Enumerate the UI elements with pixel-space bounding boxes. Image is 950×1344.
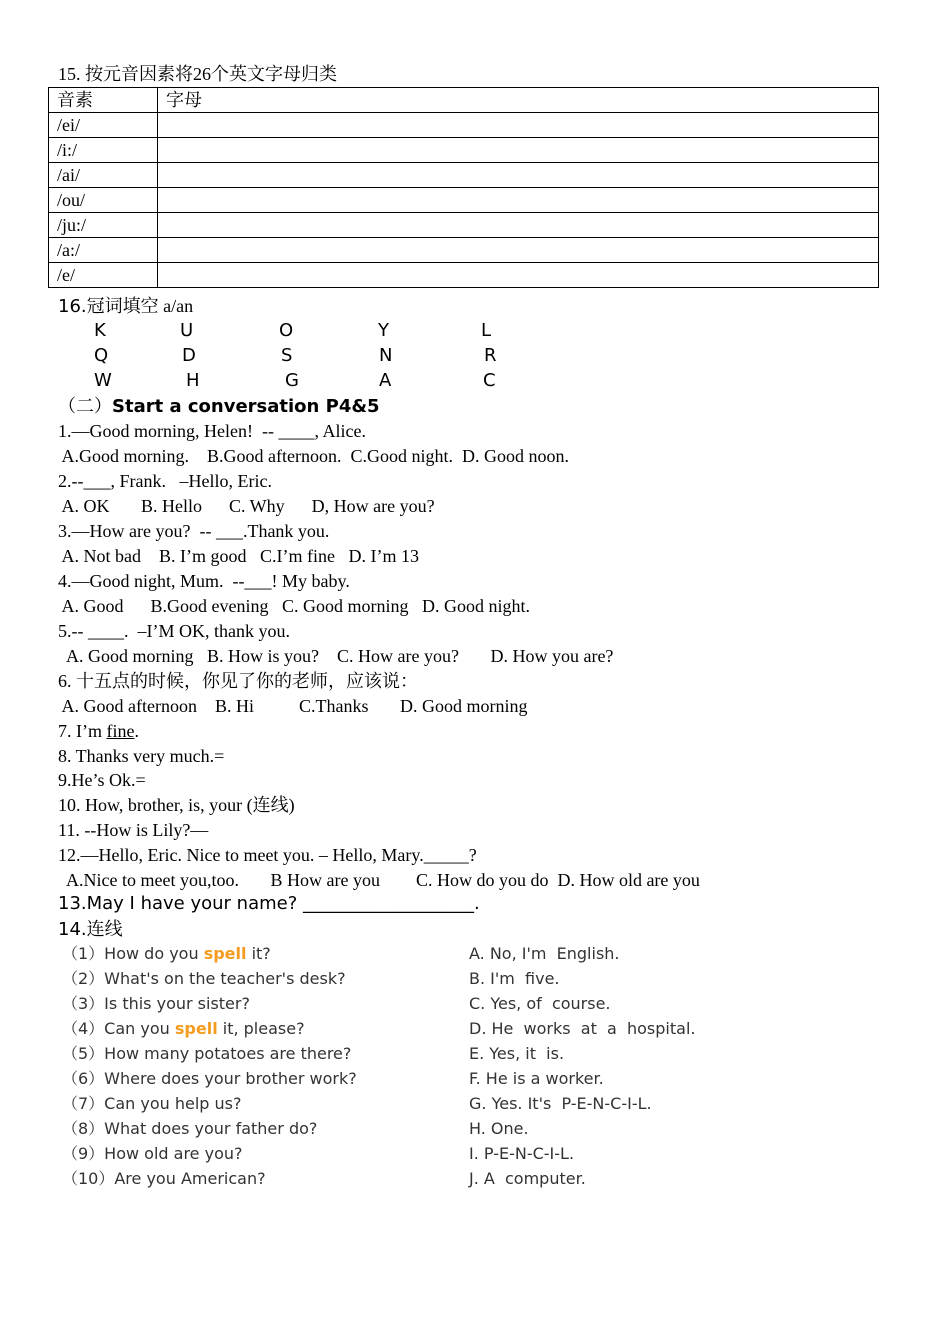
match-left-item: （10）Are you American? [62, 1169, 266, 1188]
match-left-item [62, 944, 271, 964]
answer-cell[interactable] [158, 238, 879, 263]
letter: C [483, 370, 496, 391]
table-cell: /ei/ [49, 113, 158, 138]
table-cell: /i:/ [49, 138, 158, 163]
table-cell: /ou/ [49, 188, 158, 213]
table-header-cell: 字母 [158, 88, 879, 113]
question-10: 10. How, brother, is, your (连线) [58, 795, 295, 815]
question-5-options: A. Good morning B. How is you? C. How are you? D. How you are? [58, 646, 614, 666]
match-left-item: （9）How old are you? [62, 1144, 243, 1163]
match-left-item: （3）Is this your sister? [62, 994, 250, 1013]
match-left-item: （2）What's on the teacher's desk? [62, 969, 346, 988]
question-3: 3.—How are you? -- ___.Thank you. [58, 521, 330, 541]
table-row [49, 238, 879, 263]
highlighted-word: spell [174, 1019, 218, 1038]
table-row [49, 213, 879, 238]
table-header-cell: 音素 [49, 88, 158, 113]
q7-underlined-word: fine [106, 721, 135, 741]
table-row [49, 188, 879, 213]
letter: O [279, 320, 294, 341]
match-text: it? [246, 944, 271, 963]
question-12-options: A.Nice to meet you,too. B How are you C. How do you do D. How old are you [58, 870, 700, 890]
letter: G [285, 370, 299, 391]
q7-suffix: . [134, 721, 139, 741]
table-row [49, 113, 879, 138]
answer-cell[interactable] [158, 188, 879, 213]
match-right-item: B. I'm five. [469, 969, 560, 988]
q7-prefix: 7. I’m [58, 721, 107, 741]
q14-label: 连线 [86, 919, 123, 939]
match-right-item: J. A computer. [469, 1169, 586, 1188]
vowel-table [48, 87, 879, 288]
table-header-row [49, 88, 879, 113]
match-text: （4）Can you [62, 1019, 175, 1038]
match-right-item: C. Yes, of course. [469, 994, 611, 1013]
match-right-item: D. He works at a hospital. [469, 1019, 696, 1038]
question-13: 13.May I have your name? ___________________. [58, 893, 480, 914]
letter: L [481, 320, 492, 341]
table-cell: /e/ [49, 263, 158, 288]
letter: R [484, 345, 497, 366]
question-9: 9.He’s Ok.= [58, 770, 146, 790]
question-12: 12.—Hello, Eric. Nice to meet you. – Hello, Mary._____? [58, 845, 477, 865]
question-3-options: A. Not bad B. I’m good C.I’m fine D. I’m 13 [58, 546, 419, 566]
answer-cell[interactable] [158, 263, 879, 288]
match-right-item: H. One. [469, 1119, 529, 1138]
section-heading [58, 395, 380, 418]
letter: U [180, 320, 194, 341]
match-text: it, please? [217, 1019, 305, 1038]
match-left-item: （7）Can you help us? [62, 1094, 242, 1113]
letter: K [94, 320, 106, 341]
match-text: （1）How do you [62, 944, 204, 963]
q15-title: 15. 按元音因素将26个英文字母归类 [58, 64, 337, 84]
q16-number: 16. [58, 296, 87, 317]
question-2-options: A. OK B. Hello C. Why D, How are you? [58, 496, 435, 516]
question-1-options: A.Good morning. B.Good afternoon. C.Good night. D. Good noon. [58, 446, 569, 466]
question-8: 8. Thanks very much.= [58, 746, 225, 766]
answer-cell[interactable] [158, 213, 879, 238]
question-5: 5.-- ____. –I’M OK, thank you. [58, 621, 290, 641]
letter: W [94, 370, 112, 391]
letter: Y [378, 320, 389, 341]
match-right-item: A. No, I'm English. [469, 944, 620, 963]
table-cell: /a:/ [49, 238, 158, 263]
match-left-item: （6）Where does your brother work? [62, 1069, 357, 1088]
table-cell: /ju:/ [49, 213, 158, 238]
answer-cell[interactable] [158, 138, 879, 163]
table-row [49, 263, 879, 288]
letter: Q [94, 345, 109, 366]
section-title: Start a conversation P4&5 [112, 396, 380, 417]
letter: N [379, 345, 393, 366]
section-prefix: （二） [58, 396, 112, 416]
question-6: 6. 十五点的时候，你见了你的老师，应该说： [58, 671, 418, 691]
table-cell: /ai/ [49, 163, 158, 188]
answer-cell[interactable] [158, 163, 879, 188]
q14-number: 14. [58, 919, 87, 940]
match-left-item [62, 1019, 305, 1039]
match-left-item: （8）What does your father do? [62, 1119, 318, 1138]
highlighted-word: spell [203, 944, 247, 963]
q16-label: 冠词填空 a/an [86, 296, 194, 316]
match-right-item: I. P-E-N-C-I-L. [469, 1144, 575, 1163]
answer-cell[interactable] [158, 113, 879, 138]
match-right-item: G. Yes. It's P-E-N-C-I-L. [469, 1094, 652, 1113]
q16-title [58, 295, 193, 318]
question-6-options: A. Good afternoon B. Hi C.Thanks D. Good morning [58, 696, 528, 716]
letter: A [379, 370, 392, 391]
letter: S [281, 345, 293, 366]
match-left-item: （5）How many potatoes are there? [62, 1044, 352, 1063]
question-7 [58, 720, 139, 742]
question-4: 4.—Good night, Mum. --___! My baby. [58, 571, 350, 591]
question-14-title [58, 918, 123, 941]
letter: D [182, 345, 196, 366]
table-row [49, 163, 879, 188]
letter: H [186, 370, 200, 391]
question-2: 2.--___, Frank. –Hello, Eric. [58, 471, 272, 491]
question-1: 1.—Good morning, Helen! -- ____, Alice. [58, 421, 366, 441]
match-right-item: E. Yes, it is. [469, 1044, 565, 1063]
question-4-options: A. Good B.Good evening C. Good morning D. Good night. [58, 596, 530, 616]
table-row [49, 138, 879, 163]
question-11: 11. --How is Lily?— [58, 820, 209, 840]
match-right-item: F. He is a worker. [469, 1069, 604, 1088]
